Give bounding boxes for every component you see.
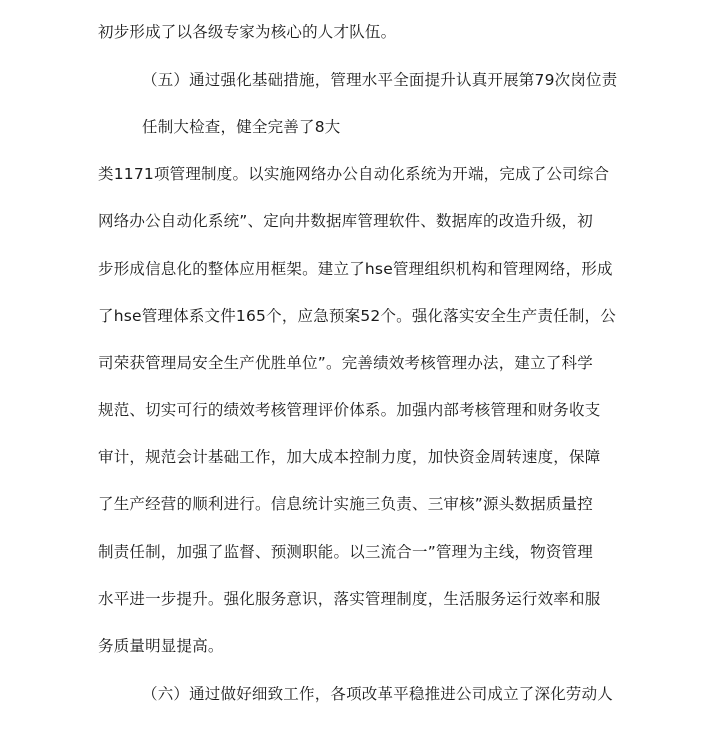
text-line: 了hse管理体系文件165个，应急预案52个。强化落实安全生产责任制，公 [98,307,616,325]
text-line: 务质量明显提高。 [98,637,224,655]
section-heading-line: （五）通过强化基础措施，管理水平全面提升认真开展第79次岗位责 [142,71,618,89]
text-line: 任制大检查，健全完善了8大 [142,118,341,136]
text-line: 规范、切实可行的绩效考核管理评价体系。加强内部考核管理和财务收支 [98,401,601,419]
text-line: 制责任制，加强了监督、预测职能。以三流合一”管理为主线，物资管理 [98,543,593,561]
text-line: 了生产经营的顺利进行。信息统计实施三负责、三审核”源头数据质量控 [98,495,593,513]
text-line: 水平进一步提升。强化服务意识，落实管理制度，生活服务运行效率和服 [98,590,601,608]
text-line: 审计，规范会计基础工作，加大成本控制力度，加快资金周转速度，保障 [98,448,601,466]
text-line: 类1171项管理制度。以实施网络办公自动化系统为开端，完成了公司综合 [98,165,610,183]
text-line: 步形成信息化的整体应用框架。建立了hse管理组织机构和管理网络，形成 [98,260,613,278]
text-line: 司荣获管理局安全生产优胜单位”。完善绩效考核管理办法，建立了科学 [98,354,593,372]
section-heading-line: （六）通过做好细致工作，各项改革平稳推进公司成立了深化劳动人 [142,685,614,703]
text-line: 初步形成了以各级专家为核心的人才队伍。 [98,23,397,41]
text-line: 网络办公自动化系统”、定向井数据库管理软件、数据库的改造升级，初 [98,212,593,230]
